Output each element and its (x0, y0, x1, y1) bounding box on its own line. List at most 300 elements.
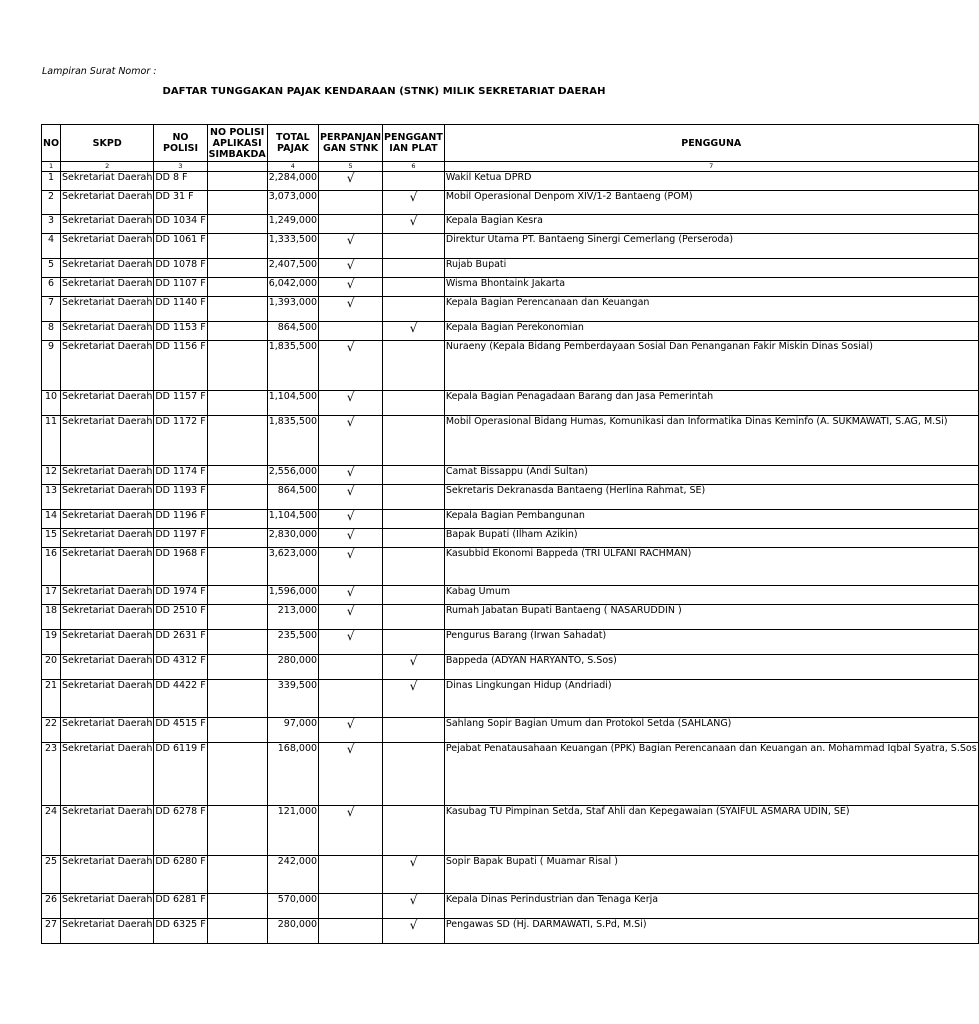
row-no (42, 919, 61, 944)
row-pengguna (444, 510, 978, 529)
row-no-text: 15 (44, 529, 58, 540)
row-total-pajak-text: 3,623,000 (268, 548, 318, 559)
row-no-polisi (154, 605, 207, 630)
table-row (42, 416, 979, 466)
table-row (42, 548, 979, 586)
row-pengguna-text: Pengurus Barang (Irwan Sahadat) (445, 630, 607, 641)
row-skpd-text: Sekretariat Daerah (62, 215, 153, 226)
row-total-pajak-text: 242,000 (277, 856, 318, 867)
row-skpd (61, 510, 154, 529)
row-stnk-check-text: √ (346, 465, 355, 479)
row-no-polisi-text: DD 8 F (155, 172, 188, 183)
row-stnk-check-text: √ (346, 547, 355, 561)
row-stnk-check-text: √ (346, 296, 355, 310)
row-no-polisi-simbakda (207, 586, 267, 605)
row-no-polisi (154, 806, 207, 856)
col-index: 6 (383, 162, 445, 172)
row-no-polisi (154, 529, 207, 548)
row-no-text: 3 (47, 215, 55, 226)
row-stnk-check-text: √ (346, 509, 355, 523)
row-plat-check (383, 259, 445, 278)
row-pengguna (444, 605, 978, 630)
row-no-polisi-text: DD 1156 F (155, 341, 206, 352)
row-total-pajak (267, 680, 318, 718)
row-stnk-check (319, 586, 383, 605)
attachment-label: Lampiran Surat Nomor : (42, 66, 157, 77)
row-no-text: 22 (44, 718, 58, 729)
col-header-no-polisi: NO POLISI (154, 125, 207, 162)
row-no-polisi (154, 919, 207, 944)
row-plat-check-text: √ (409, 893, 418, 907)
row-pengguna (444, 743, 978, 806)
row-total-pajak-text: 97,000 (283, 718, 318, 729)
row-stnk-check-text: √ (346, 484, 355, 498)
table-row (42, 215, 979, 234)
row-pengguna-text: Camat Bissappu (Andi Sultan) (445, 466, 588, 477)
row-skpd (61, 485, 154, 510)
row-pengguna-text: Kabag Umum (445, 586, 511, 597)
row-no (42, 322, 61, 341)
row-total-pajak (267, 391, 318, 416)
row-pengguna (444, 466, 978, 485)
row-stnk-check (319, 466, 383, 485)
row-plat-check (383, 630, 445, 655)
row-no-polisi-simbakda (207, 743, 267, 806)
table-row (42, 191, 979, 215)
row-stnk-check (319, 510, 383, 529)
row-no-polisi (154, 630, 207, 655)
row-skpd (61, 172, 154, 191)
row-pengguna (444, 806, 978, 856)
row-skpd (61, 322, 154, 341)
row-skpd-text: Sekretariat Daerah (62, 894, 153, 905)
row-no (42, 172, 61, 191)
row-pengguna-text: Rumah Jabatan Bupati Bantaeng ( NASARUDDIN ) (445, 605, 682, 616)
row-no-text: 16 (44, 548, 58, 559)
table-row (42, 630, 979, 655)
row-stnk-check-text: √ (346, 629, 355, 643)
row-pengguna (444, 215, 978, 234)
table-header-row (42, 125, 979, 162)
col-index: 5 (319, 162, 383, 172)
row-skpd (61, 278, 154, 297)
row-stnk-check-text: √ (346, 585, 355, 599)
row-plat-check (383, 510, 445, 529)
row-no-text: 13 (44, 485, 58, 496)
row-no-polisi-simbakda (207, 856, 267, 894)
row-skpd-text: Sekretariat Daerah (62, 743, 153, 754)
row-no-polisi-text: DD 1193 F (155, 485, 206, 496)
row-no (42, 680, 61, 718)
row-no-polisi-simbakda (207, 215, 267, 234)
table-row (42, 322, 979, 341)
row-total-pajak-text: 3,073,000 (268, 191, 318, 202)
row-plat-check-text: √ (409, 654, 418, 668)
row-total-pajak (267, 919, 318, 944)
row-pengguna-text: Bappeda (ADYAN HARYANTO, S.Sos) (445, 655, 617, 666)
row-total-pajak (267, 718, 318, 743)
row-total-pajak (267, 743, 318, 806)
row-skpd (61, 191, 154, 215)
row-no-polisi-text: DD 2510 F (155, 605, 206, 616)
row-plat-check (383, 322, 445, 341)
table-row (42, 510, 979, 529)
row-no-polisi-simbakda (207, 391, 267, 416)
row-plat-check-text: √ (409, 214, 418, 228)
row-no-polisi-text: DD 1174 F (155, 466, 206, 477)
row-total-pajak (267, 278, 318, 297)
col-index: 7 (444, 162, 978, 172)
row-stnk-check (319, 856, 383, 894)
row-no-polisi (154, 586, 207, 605)
row-plat-check (383, 718, 445, 743)
row-no (42, 806, 61, 856)
row-skpd-text: Sekretariat Daerah (62, 278, 153, 289)
row-no-polisi-simbakda (207, 259, 267, 278)
row-no-text: 11 (44, 416, 58, 427)
row-no (42, 297, 61, 322)
row-pengguna-text: Mobil Operasional Denpom XIV/1-2 Bantaeng (POM) (445, 191, 693, 202)
row-no-polisi-simbakda (207, 341, 267, 391)
row-stnk-check (319, 655, 383, 680)
row-pengguna (444, 341, 978, 391)
table-row (42, 297, 979, 322)
row-no-polisi (154, 718, 207, 743)
col-index: 2 (61, 162, 154, 172)
row-pengguna (444, 297, 978, 322)
row-skpd-text: Sekretariat Daerah (62, 259, 153, 270)
row-no-polisi-text: DD 31 F (155, 191, 194, 202)
row-pengguna-text: Kepala Bagian Perencanaan dan Keuangan (445, 297, 650, 308)
row-no-text: 6 (47, 278, 55, 289)
row-skpd (61, 259, 154, 278)
row-total-pajak (267, 856, 318, 894)
row-no (42, 259, 61, 278)
row-skpd (61, 655, 154, 680)
row-total-pajak (267, 191, 318, 215)
row-no-polisi-text: DD 1140 F (155, 297, 206, 308)
row-no (42, 341, 61, 391)
row-plat-check (383, 743, 445, 806)
row-total-pajak (267, 605, 318, 630)
row-plat-check-text: √ (409, 321, 418, 335)
row-pengguna-text: Pengawas SD (Hj. DARMAWATI, S.Pd, M.Si) (445, 919, 647, 930)
row-no-polisi (154, 172, 207, 191)
row-no-polisi-simbakda (207, 191, 267, 215)
row-stnk-check-text: √ (346, 604, 355, 618)
row-no-polisi-text: DD 1078 F (155, 259, 206, 270)
row-pengguna-text: Kepala Bagian Pembangunan (445, 510, 585, 521)
row-total-pajak-text: 6,042,000 (268, 278, 318, 289)
row-skpd (61, 297, 154, 322)
row-no-text: 7 (47, 297, 55, 308)
col-index: 1 (42, 162, 61, 172)
row-pengguna (444, 191, 978, 215)
row-skpd-text: Sekretariat Daerah (62, 416, 153, 427)
row-skpd-text: Sekretariat Daerah (62, 655, 153, 666)
row-no (42, 718, 61, 743)
row-skpd-text: Sekretariat Daerah (62, 806, 153, 817)
row-no-polisi-text: DD 2631 F (155, 630, 206, 641)
row-no-polisi (154, 234, 207, 259)
row-plat-check (383, 215, 445, 234)
row-no-polisi-simbakda (207, 485, 267, 510)
row-skpd (61, 341, 154, 391)
row-no (42, 391, 61, 416)
row-skpd-text: Sekretariat Daerah (62, 605, 153, 616)
row-stnk-check (319, 191, 383, 215)
row-pengguna (444, 919, 978, 944)
row-stnk-check-text: √ (346, 717, 355, 731)
row-skpd-text: Sekretariat Daerah (62, 856, 153, 867)
col-header-no-polisi-simbakda: NO POLISI APLIKASI SIMBAKDA (208, 126, 266, 160)
row-stnk-check (319, 416, 383, 466)
row-stnk-check-text: √ (346, 742, 355, 756)
row-total-pajak-text: 121,000 (277, 806, 318, 817)
row-total-pajak (267, 297, 318, 322)
row-pengguna (444, 718, 978, 743)
row-stnk-check (319, 259, 383, 278)
row-no-polisi (154, 510, 207, 529)
row-no-polisi-simbakda (207, 630, 267, 655)
row-total-pajak-text: 2,830,000 (268, 529, 318, 540)
row-pengguna-text: Direktur Utama PT. Bantaeng Sinergi Cemerlang (Perseroda) (445, 234, 734, 245)
row-plat-check (383, 856, 445, 894)
row-stnk-check-text: √ (346, 258, 355, 272)
row-no-polisi-simbakda (207, 894, 267, 919)
row-skpd-text: Sekretariat Daerah (62, 172, 153, 183)
row-skpd (61, 806, 154, 856)
row-pengguna-text: Sahlang Sopir Bagian Umum dan Protokol Setda (SAHLANG) (445, 718, 732, 729)
table-row (42, 806, 979, 856)
row-no-polisi-text: DD 6281 F (155, 894, 206, 905)
row-total-pajak-text: 1,835,500 (268, 341, 318, 352)
row-stnk-check-text: √ (346, 528, 355, 542)
table-row (42, 655, 979, 680)
table-row (42, 172, 979, 191)
row-skpd (61, 605, 154, 630)
col-header-penggantian-plat: PENGGANT IAN PLAT (383, 125, 445, 162)
row-no-polisi (154, 416, 207, 466)
col-header-pengguna: PENGGUNA (444, 125, 978, 162)
row-no-text: 5 (47, 259, 55, 270)
table-row (42, 485, 979, 510)
row-no-text: 19 (44, 630, 58, 641)
row-no-polisi-text: DD 1197 F (155, 529, 206, 540)
row-stnk-check (319, 215, 383, 234)
row-no-polisi (154, 466, 207, 485)
row-plat-check (383, 605, 445, 630)
row-total-pajak (267, 548, 318, 586)
table-row (42, 919, 979, 944)
row-no-polisi (154, 297, 207, 322)
tax-arrears-table (41, 124, 979, 944)
row-no-text: 21 (44, 680, 58, 691)
row-no-text: 23 (44, 743, 58, 754)
row-skpd-text: Sekretariat Daerah (62, 191, 153, 202)
row-pengguna-text: Wisma Bhontaink Jakarta (445, 278, 566, 289)
row-total-pajak (267, 806, 318, 856)
row-skpd-text: Sekretariat Daerah (62, 322, 153, 333)
table-row (42, 856, 979, 894)
row-pengguna-text: Sekretaris Dekranasda Bantaeng (Herlina Rahmat, SE) (445, 485, 706, 496)
row-total-pajak (267, 510, 318, 529)
row-no-polisi-simbakda (207, 605, 267, 630)
row-no-polisi (154, 191, 207, 215)
row-stnk-check (319, 297, 383, 322)
row-no (42, 510, 61, 529)
row-plat-check (383, 278, 445, 297)
row-no (42, 630, 61, 655)
row-no-polisi-text: DD 1974 F (155, 586, 206, 597)
table-row (42, 743, 979, 806)
row-total-pajak-text: 2,407,500 (268, 259, 318, 270)
row-stnk-check (319, 548, 383, 586)
row-plat-check (383, 172, 445, 191)
row-pengguna-text: Kepala Bagian Penagadaan Barang dan Jasa Pemerintah (445, 391, 714, 402)
row-pengguna (444, 172, 978, 191)
row-no-polisi-simbakda (207, 297, 267, 322)
row-pengguna-text: Kepala Bagian Kesra (445, 215, 543, 226)
row-skpd-text: Sekretariat Daerah (62, 391, 153, 402)
row-skpd (61, 548, 154, 586)
col-header-no: NO (42, 125, 61, 162)
row-no-text: 24 (44, 806, 58, 817)
row-total-pajak-text: 2,284,000 (268, 172, 318, 183)
row-skpd-text: Sekretariat Daerah (62, 680, 153, 691)
row-skpd-text: Sekretariat Daerah (62, 586, 153, 597)
row-plat-check (383, 919, 445, 944)
row-pengguna-text: Dinas Lingkungan Hidup (Andriadi) (445, 680, 612, 691)
row-no-text: 12 (44, 466, 58, 477)
row-total-pajak-text: 570,000 (277, 894, 318, 905)
row-plat-check (383, 655, 445, 680)
row-no-polisi-text: DD 1107 F (155, 278, 206, 289)
row-plat-check-text: √ (409, 855, 418, 869)
row-total-pajak-text: 1,249,000 (268, 215, 318, 226)
row-pengguna (444, 894, 978, 919)
row-no-polisi-simbakda (207, 529, 267, 548)
row-plat-check (383, 806, 445, 856)
row-total-pajak (267, 172, 318, 191)
row-total-pajak-text: 1,333,500 (268, 234, 318, 245)
row-total-pajak (267, 894, 318, 919)
row-no (42, 485, 61, 510)
row-stnk-check (319, 391, 383, 416)
row-skpd (61, 391, 154, 416)
row-stnk-check-text: √ (346, 805, 355, 819)
row-no-text: 27 (44, 919, 58, 930)
col-header-perpanjangan-stnk: PERPANJAN GAN STNK (319, 125, 383, 162)
row-plat-check (383, 894, 445, 919)
row-plat-check (383, 416, 445, 466)
row-stnk-check (319, 172, 383, 191)
row-total-pajak-text: 1,596,000 (268, 586, 318, 597)
row-pengguna-text: Kepala Dinas Perindustrian dan Tenaga Kerja (445, 894, 659, 905)
row-total-pajak (267, 322, 318, 341)
row-stnk-check-text: √ (346, 277, 355, 291)
row-no-polisi (154, 215, 207, 234)
row-no-polisi-text: DD 6278 F (155, 806, 206, 817)
col-header-skpd: SKPD (61, 125, 154, 162)
row-no-polisi-simbakda (207, 919, 267, 944)
table-row (42, 680, 979, 718)
row-stnk-check (319, 322, 383, 341)
row-stnk-check (319, 278, 383, 297)
row-no-text: 1 (47, 172, 55, 183)
row-total-pajak-text: 1,393,000 (268, 297, 318, 308)
row-no-text: 20 (44, 655, 58, 666)
row-no-polisi-text: DD 1196 F (155, 510, 206, 521)
row-no (42, 743, 61, 806)
row-no-text: 26 (44, 894, 58, 905)
row-no-text: 2 (47, 191, 55, 202)
row-plat-check (383, 680, 445, 718)
table-row (42, 259, 979, 278)
row-plat-check-text: √ (409, 190, 418, 204)
row-total-pajak (267, 416, 318, 466)
row-no-polisi (154, 485, 207, 510)
row-total-pajak-text: 1,104,500 (268, 391, 318, 402)
row-no-text: 18 (44, 605, 58, 616)
row-stnk-check (319, 680, 383, 718)
row-plat-check (383, 391, 445, 416)
row-plat-check (383, 485, 445, 510)
row-no (42, 655, 61, 680)
row-total-pajak-text: 213,000 (277, 605, 318, 616)
row-stnk-check (319, 894, 383, 919)
row-total-pajak (267, 655, 318, 680)
row-skpd-text: Sekretariat Daerah (62, 297, 153, 308)
row-no (42, 416, 61, 466)
table-row (42, 605, 979, 630)
row-stnk-check-text: √ (346, 171, 355, 185)
row-plat-check (383, 548, 445, 586)
row-no-polisi-text: DD 4312 F (155, 655, 206, 666)
row-plat-check (383, 191, 445, 215)
row-no-polisi-text: DD 1172 F (155, 416, 206, 427)
row-no-polisi-text: DD 1968 F (155, 548, 206, 559)
row-pengguna-text: Kasubag TU Pimpinan Setda, Staf Ahli dan Kepegawaian (SYAIFUL ASMARA UDIN, SE) (445, 806, 850, 817)
row-total-pajak-text: 235,500 (277, 630, 318, 641)
row-no (42, 215, 61, 234)
row-total-pajak (267, 466, 318, 485)
col-index: 3 (154, 162, 207, 172)
row-stnk-check-text: √ (346, 390, 355, 404)
row-no (42, 605, 61, 630)
row-no-polisi (154, 259, 207, 278)
row-pengguna (444, 630, 978, 655)
row-plat-check (383, 466, 445, 485)
row-no-polisi (154, 894, 207, 919)
row-stnk-check (319, 341, 383, 391)
row-stnk-check-text: √ (346, 340, 355, 354)
row-stnk-check-text: √ (346, 233, 355, 247)
row-skpd (61, 630, 154, 655)
table-row (42, 278, 979, 297)
row-plat-check (383, 529, 445, 548)
row-pengguna (444, 655, 978, 680)
row-no-polisi-text: DD 6325 F (155, 919, 206, 930)
row-no-polisi (154, 322, 207, 341)
row-pengguna (444, 416, 978, 466)
row-plat-check (383, 234, 445, 259)
row-no-text: 9 (47, 341, 55, 352)
row-skpd-text: Sekretariat Daerah (62, 485, 153, 496)
row-no-polisi-text: DD 1061 F (155, 234, 206, 245)
row-stnk-check (319, 919, 383, 944)
row-skpd-text: Sekretariat Daerah (62, 510, 153, 521)
